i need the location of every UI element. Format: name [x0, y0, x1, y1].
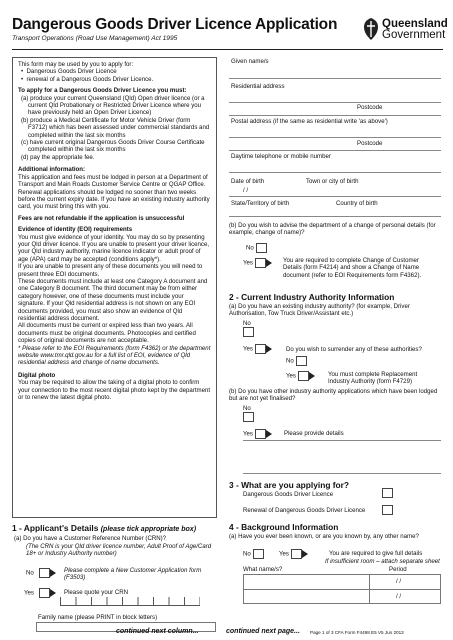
page-title: Dangerous Goods Driver Licence Application	[12, 16, 338, 33]
other-name-yes-option: Yes	[279, 549, 311, 559]
option-dg-licence-label: Dangerous Goods Driver Licence	[243, 491, 334, 498]
phone-input[interactable]	[229, 172, 441, 173]
authority-question: (a) Do you have an existing industry authority? (for example, Driver Authorisation, Tow Truck Driver/Assistant etc.)	[229, 303, 410, 318]
other-name-yes-checkbox[interactable]	[291, 549, 302, 559]
surrender-yes-option: Yes	[286, 371, 318, 381]
must-item: (a) produce your current Queensland (Qld) Open driver licence (or a current Qld Probationary or Restricted Driver Licence where you have previously held an Open Driver Licence)	[21, 94, 205, 117]
eoi-heading: Evidence of identity (EOI) requirements	[18, 226, 133, 234]
arrow-icon	[266, 259, 272, 267]
residential-address-label: Residential address	[231, 83, 285, 90]
crn-question: (a) Do you have a Customer Reference Number (CRN)?	[14, 535, 167, 542]
postal-address-line2[interactable]	[229, 150, 441, 151]
other-name-yes-text: You are required to give full details	[329, 550, 423, 557]
eoi-text: All documents must be current or expired less than two years. All documents must be original documents. Photocopies and certified copies of original documents are not acceptable.	[18, 322, 196, 345]
must-item: (b) produce a Medical Certificate for Motor Vehicle Driver (form F3712) which has been assessed under commercial standards and completed within the last six months	[21, 116, 210, 139]
must-item: (c) have current original Dangerous Goods Driver Course Certificate completed within the last six months	[21, 139, 205, 154]
change-no-checkbox[interactable]	[256, 243, 267, 253]
town-of-birth-label: Town or city of birth	[306, 178, 359, 185]
insufficient-room-note: If insufficient room – attach separate sheet	[325, 558, 440, 565]
crn-yes-checkbox[interactable]	[39, 588, 50, 598]
crn-yes-option: Yes	[24, 588, 59, 598]
surrender-question: Do you wish to surrender any of these authorities?	[286, 346, 422, 353]
authority-yes-checkbox[interactable]	[255, 344, 266, 354]
other-names-table[interactable]	[243, 574, 441, 604]
pending-details-input[interactable]	[243, 440, 441, 474]
continued-next-page: continued next page...	[226, 628, 300, 635]
page-subtitle: Transport Operations (Road Use Management) Act 1995	[12, 35, 178, 42]
pending-applications-question: (b) Do you have other industry authority applications which have been lodged but are not yet finalised?	[229, 388, 438, 403]
eoi-text: If you are unable to present any of these documents you will need to present three EOI documents.	[18, 263, 203, 278]
section4-heading: 4 - Background Information	[229, 522, 339, 532]
header-divider	[12, 49, 443, 50]
eoi-text: These documents must include at least one Category A document and one Category B document. The third document may be from either category however, one of these documents must include your signature. If your Qld residential address is not shown on any EOI documents provided, you must also show an evidence of Qld residential address document.	[18, 277, 208, 322]
additional-info-text: This application and fees must be lodged in person at a Department of Transport and Main Roads Customer Service Centre or QGAP Office.	[18, 173, 208, 189]
eoi-text: You must give evidence of your identity. You may do so by presenting your Qld driver licence. If you are unable to present your driver licence, your Qld industry authority, marine licence indicator or adult proof of age (APA) card may be accepted (conditions apply*).	[18, 233, 210, 263]
crn-no-text: Please complete a New Customer Application form (F3503)	[64, 567, 202, 582]
option-renewal-label: Renewal of Dangerous Goods Driver Licence	[243, 507, 366, 514]
arrow-icon	[309, 372, 315, 380]
given-names-input[interactable]	[229, 78, 441, 79]
arrow-icon	[50, 589, 56, 597]
section2-heading: 2 - Current Industry Authority Information	[229, 292, 395, 302]
arrow-icon	[302, 550, 308, 558]
surrender-yes-checkbox[interactable]	[298, 371, 309, 381]
dob-input[interactable]: / /	[243, 187, 249, 194]
postcode-label: Postcode	[357, 140, 383, 147]
pending-details-label: Please provide details	[284, 430, 344, 437]
authority-no-checkbox[interactable]	[243, 327, 254, 337]
country-of-birth-label: Country of birth	[336, 200, 378, 207]
crn-yes-text: Please quote your CRN	[64, 589, 129, 596]
crn-input[interactable]	[60, 597, 200, 606]
residential-address-line2[interactable]	[229, 115, 441, 116]
logo-text: Queensland Government	[382, 18, 448, 41]
family-name-label: Family name (please PRINT in block letters)	[38, 614, 158, 621]
option-renewal-checkbox[interactable]	[382, 505, 393, 515]
must-item: (d) pay the appropriate fee.	[21, 153, 95, 161]
crn-no-checkbox[interactable]	[39, 568, 50, 578]
postal-address-input[interactable]	[229, 137, 441, 138]
names-column-header: What name/s?	[243, 566, 283, 573]
postal-address-label: Postal address (if the same as residential write 'as above')	[231, 118, 388, 125]
intro-lead: This form may be used by you to apply for:	[18, 61, 134, 68]
other-name-no-option: No	[243, 549, 264, 559]
bullet-item: • renewal of a Dangerous Goods Driver Licence.	[21, 75, 154, 83]
pending-yes-option: Yes	[243, 429, 275, 439]
eoi-note: * Please refer to the EOI Requirements (form F4362) or the department website www.tmr.qld.gov.au for a full list of EOI, evidence of Qld residential address and change of name documents.	[18, 344, 211, 367]
continued-next-column: continued next column...	[116, 628, 199, 635]
residential-address-input[interactable]	[229, 102, 441, 103]
authority-no-option: No	[243, 320, 254, 337]
change-details-question: (b) Do you wish to advise the department of a change of personal details (for example, change of name)?	[229, 222, 436, 237]
change-yes-checkbox[interactable]	[255, 258, 266, 268]
change-yes-text: You are required to complete Change of Customer Details (form F4214) and show a Change of Name document (refer to EOI Requirements form F4362).	[283, 257, 422, 279]
postcode-label: Postcode	[357, 104, 383, 111]
state-of-birth-label: State/Territory of birth	[231, 200, 290, 207]
option-dg-licence-checkbox[interactable]	[382, 488, 393, 498]
dob-label: Date of birth	[231, 178, 265, 185]
section1-heading: 1 - Applicant's Details (please tick appropriate box)	[12, 523, 197, 533]
change-no-option: No	[246, 243, 267, 253]
must-heading: To apply for a Dangerous Goods Driver Licence you must:	[18, 87, 187, 95]
given-names-label: Given name/s	[231, 58, 269, 65]
period-input[interactable]: / /	[396, 578, 402, 585]
queensland-government-logo	[362, 11, 448, 51]
arrow-icon	[266, 345, 272, 353]
surrender-no-option: No	[286, 356, 307, 366]
form-meta: Page 1 of 3 CFA Form F4498 E5 V5 Jun 2013	[310, 630, 404, 635]
crest-icon	[362, 17, 380, 41]
fees-note: Fees are not refundable if the application is unsuccessful	[18, 214, 185, 222]
pending-yes-checkbox[interactable]	[255, 429, 266, 439]
period-input[interactable]: / /	[396, 593, 402, 600]
state-country-line[interactable]	[229, 216, 441, 217]
pending-no-option: No	[243, 405, 254, 422]
crn-no-option: No	[26, 568, 59, 578]
replacement-text: You must complete Replacement Industry Authority (form F4729)	[328, 371, 418, 386]
other-name-no-checkbox[interactable]	[253, 549, 264, 559]
phone-label: Daytime telephone or mobile number	[231, 153, 331, 160]
authority-yes-option: Yes	[243, 344, 275, 354]
arrow-icon	[50, 569, 56, 577]
surrender-no-checkbox[interactable]	[296, 356, 307, 366]
dob-town-line	[229, 196, 441, 197]
period-column-header: Period	[389, 566, 407, 573]
section3-heading: 3 - What are you applying for?	[229, 480, 350, 490]
additional-info-text: Renewal applications should be lodged no sooner than two weeks before the current expiry date. If you have an existing industry authority card, you must bring this with you.	[18, 188, 210, 211]
information-panel	[12, 57, 217, 518]
change-yes-option: Yes	[243, 258, 275, 268]
additional-info-heading: Additional information:	[18, 166, 86, 174]
other-name-question: (a) Have you ever been known, or are you known by, any other name?	[229, 533, 419, 540]
bullet-item: • Dangerous Goods Driver Licence	[21, 68, 117, 76]
arrow-icon	[266, 430, 272, 438]
pending-no-checkbox[interactable]	[243, 412, 254, 422]
crn-note: (The CRN is your Qld driver licence number, Adult Proof of Age/Card 18+ or Industry Authority number)	[26, 543, 212, 558]
digital-photo-text: You may be required to allow the taking of a digital photo to confirm your connection to the most recent digital photo kept by the department or to renew the latest digital photo.	[18, 379, 211, 402]
digital-photo-heading: Digital photo	[18, 371, 56, 379]
